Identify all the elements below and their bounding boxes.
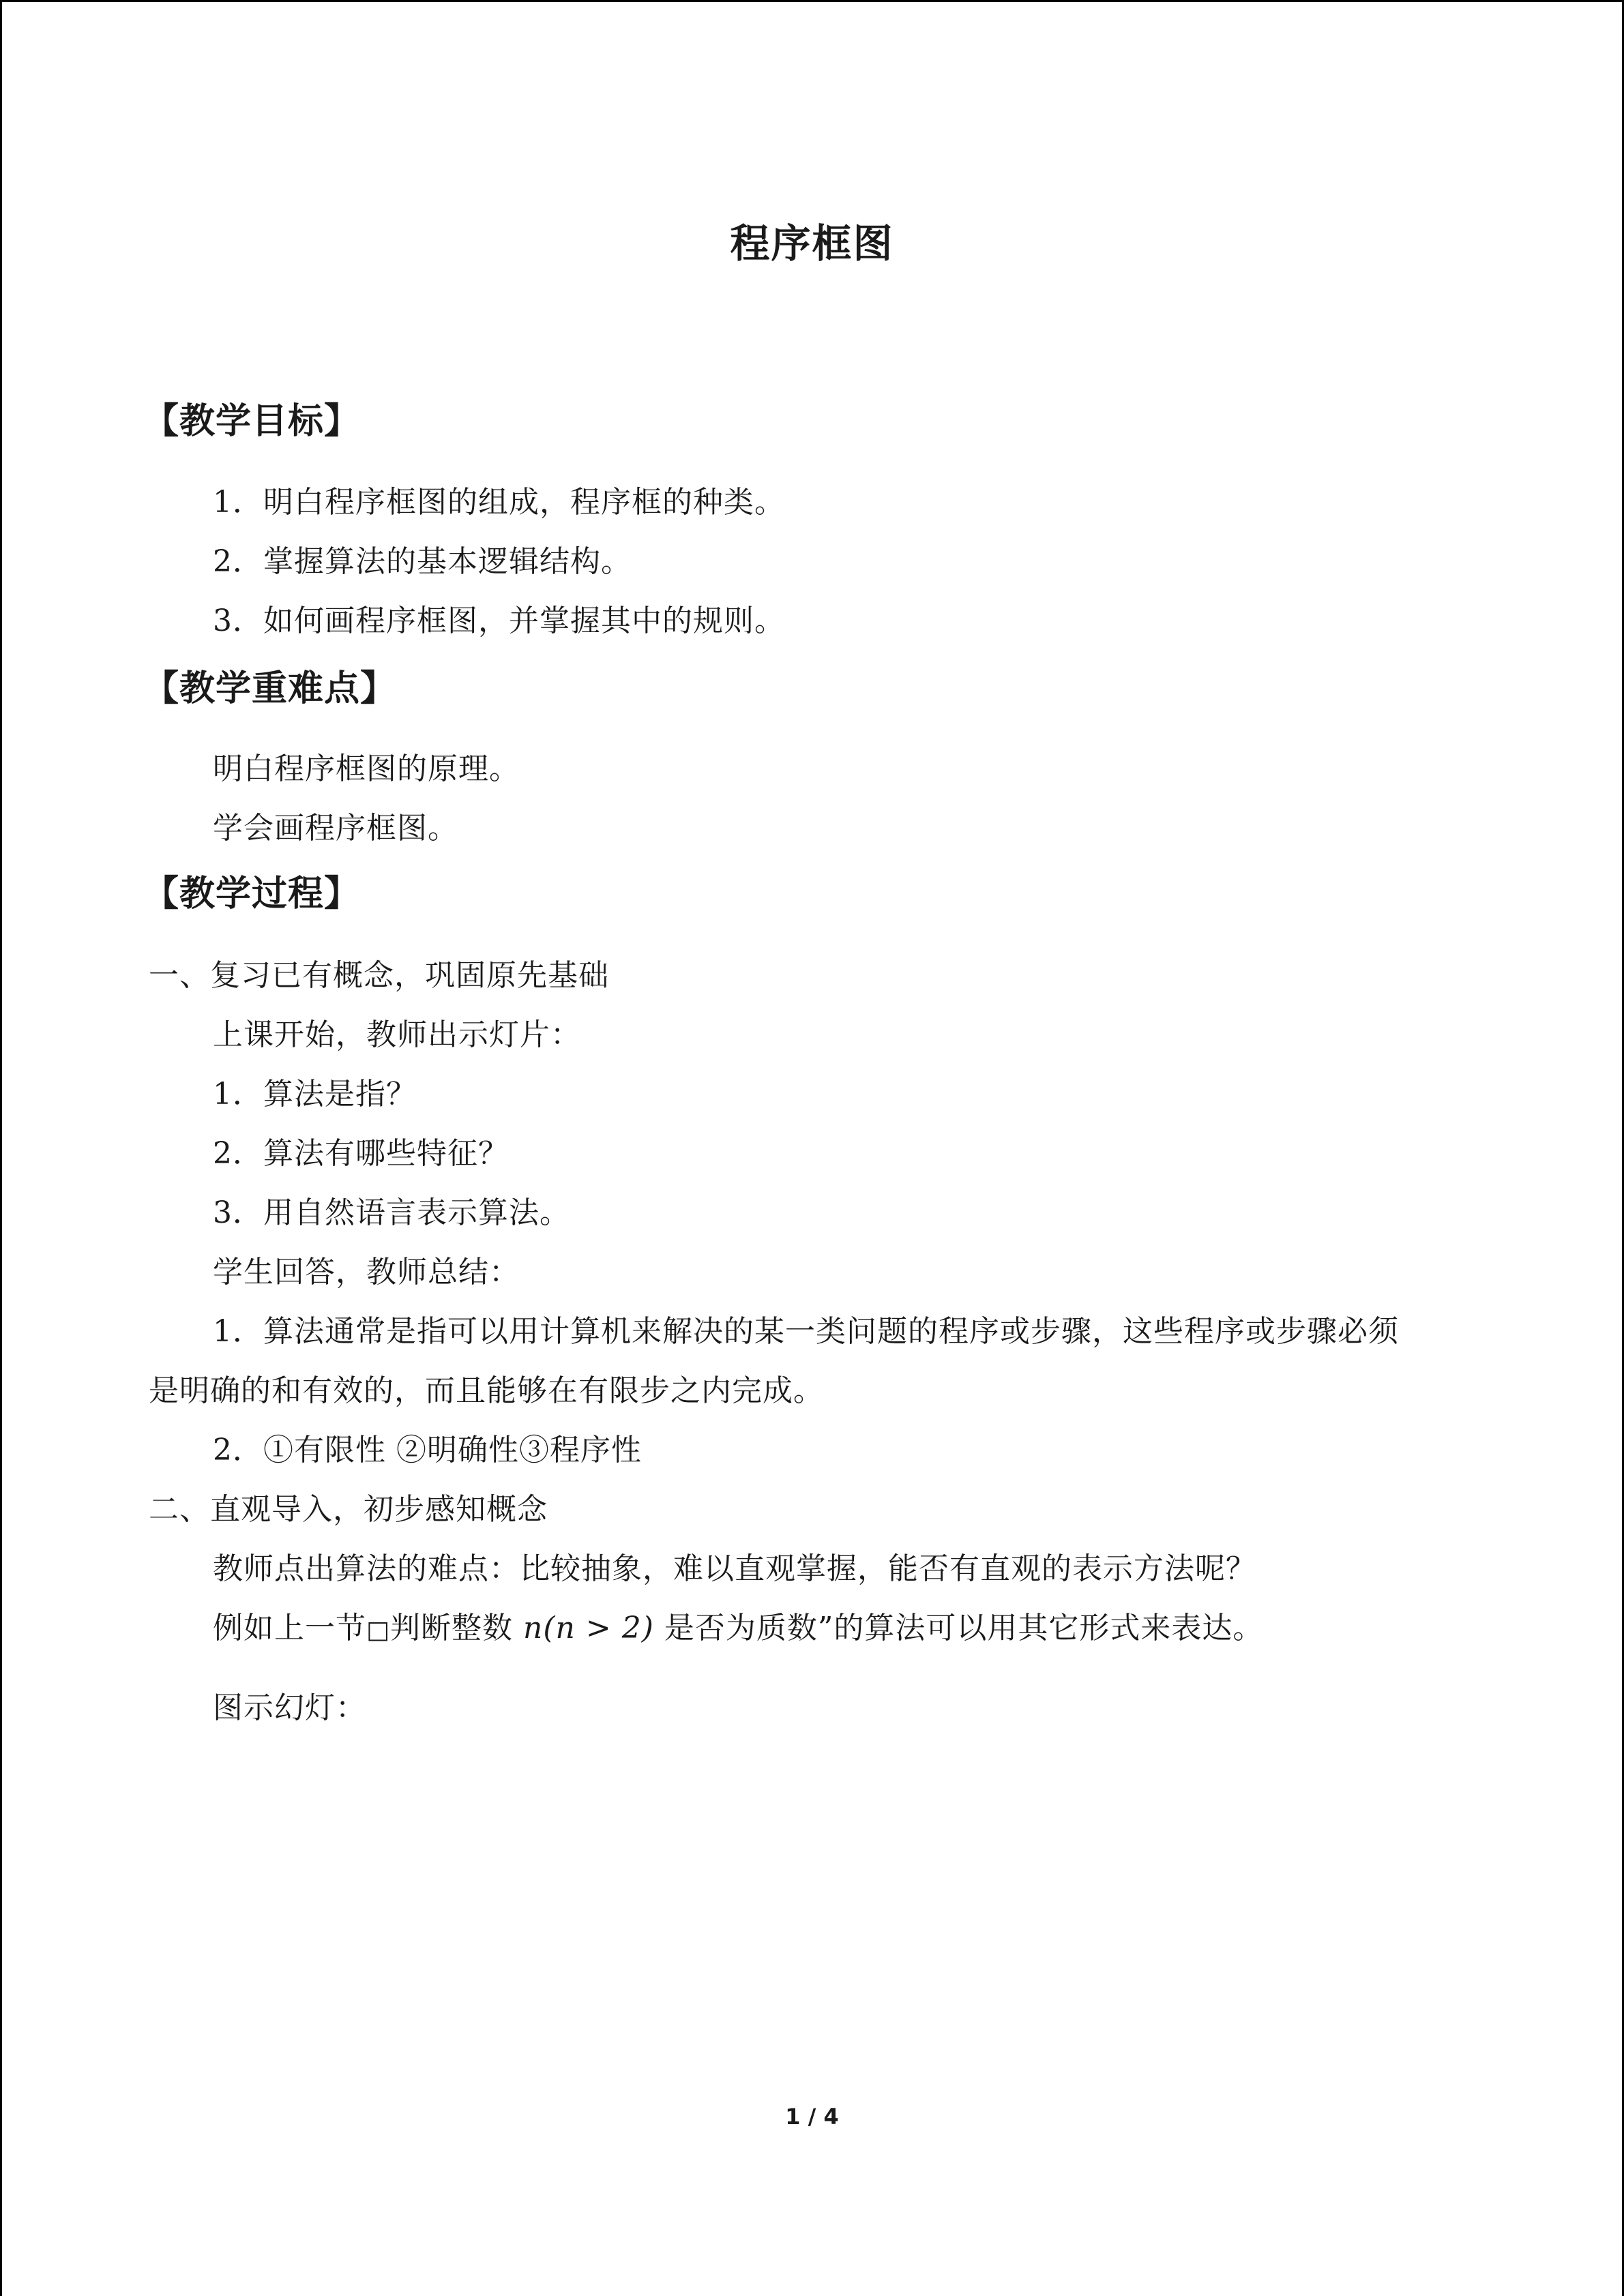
process-line-2: 1．算法是指？	[213, 1077, 417, 1112]
process-line-4: 3．用自然语言表示算法。	[213, 1195, 570, 1230]
key-point-item-2: 学会画程序框图。	[213, 811, 458, 846]
missing-glyph-box: □	[366, 1616, 391, 1644]
summary1-line1: 1．算法通常是指可以用计算机来解决的某一类问题的程序或步骤，这些程序或步骤必须	[213, 1314, 1399, 1349]
heading-process: 【教学过程】	[143, 874, 361, 914]
process-line-1: 上课开始，教师出示灯片：	[213, 1017, 581, 1052]
process-line-3: 2．算法有哪些特征？	[213, 1136, 509, 1171]
objective-item-3: 3．如何画程序框图，并掌握其中的规则。	[213, 603, 785, 638]
page-title: 程序框图	[730, 220, 894, 267]
page-number: 1 / 4	[785, 2104, 839, 2130]
summary2: 2．①有限性 ②明确性③程序性	[213, 1433, 642, 1467]
process-part2-title: 二、直观导入，初步感知概念	[149, 1492, 548, 1527]
key-point-item-1: 明白程序框图的原理。	[213, 751, 520, 786]
example-math: n(n > 2)	[523, 1611, 654, 1645]
objective-item-1: 1．明白程序框图的组成，程序框的种类。	[213, 485, 785, 520]
slide-label: 图示幻灯：	[213, 1690, 366, 1725]
example-mid: 判断整数	[390, 1611, 514, 1645]
process-line-5: 学生回答，教师总结：	[213, 1255, 520, 1289]
heading-objectives: 【教学目标】	[143, 401, 361, 442]
objective-item-2: 2．掌握算法的基本逻辑结构。	[213, 544, 632, 579]
heading-key-points: 【教学重难点】	[143, 668, 397, 709]
process-part2-line1: 教师点出算法的难点：比较抽象，难以直观掌握，能否有直观的表示方法呢？	[213, 1551, 1256, 1586]
example-prefix: 例如上一节	[213, 1611, 366, 1645]
process-part1-title: 一、复习已有概念，巩固原先基础	[149, 958, 609, 993]
example-suffix: 是否为质数”的算法可以用其它形式来表达。	[664, 1611, 1264, 1645]
summary1-line2: 是明确的和有效的，而且能够在有限步之内完成。	[149, 1373, 824, 1408]
example-line	[213, 1603, 1263, 1647]
